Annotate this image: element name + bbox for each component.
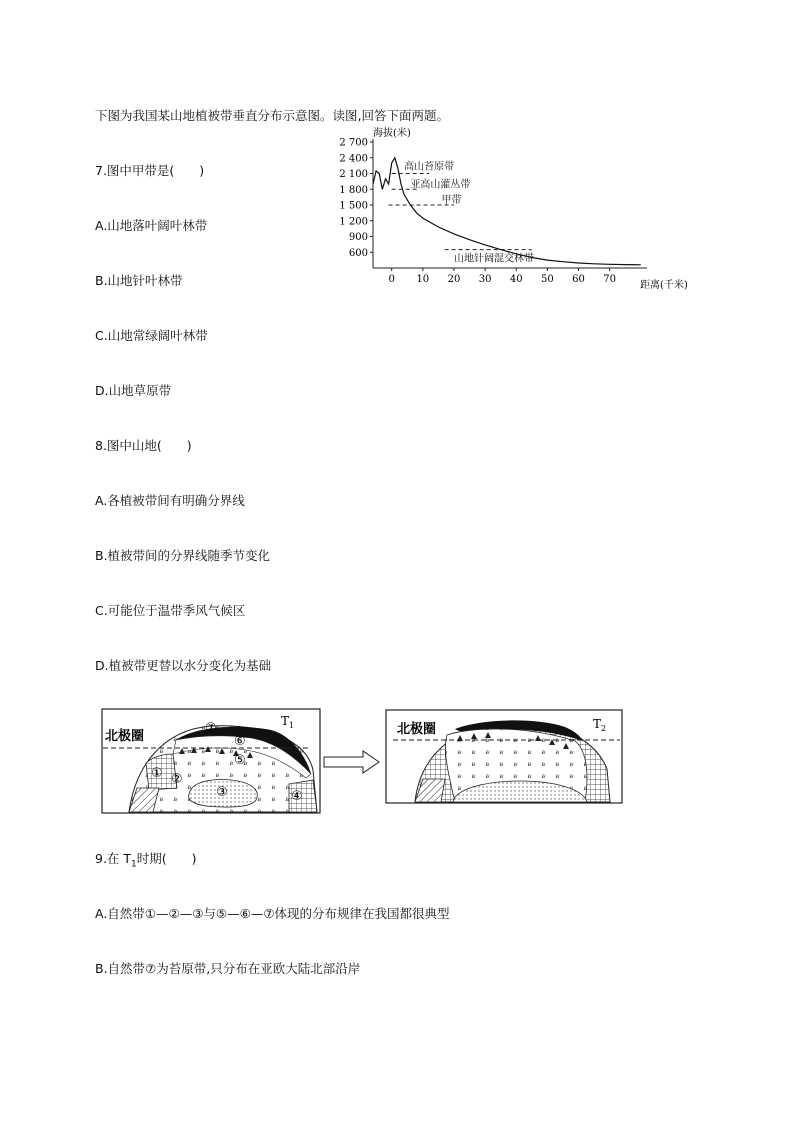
elevation-profile-chart xyxy=(335,122,707,294)
q9-stem-sub: 1 xyxy=(131,859,137,870)
zone-label-4: ④ xyxy=(291,789,303,804)
q8-option-b[interactable]: B.植被带间的分界线随季节变化 xyxy=(95,548,271,563)
zone-label-2: ② xyxy=(171,772,183,787)
x-axis-label: 距离(千米) xyxy=(640,280,688,291)
q7-option-d[interactable]: D.山地草原带 xyxy=(95,383,172,398)
q7-option-b[interactable]: B.山地针叶林带 xyxy=(95,273,183,288)
q9-option-a[interactable]: A.自然带①—②—③与⑤—⑥—⑦体现的分布规律在我国都很典型 xyxy=(95,906,450,921)
q8-option-c[interactable]: C.可能位于温带季风气候区 xyxy=(95,603,246,618)
zone-label-3: ③ xyxy=(216,785,228,800)
y-tick-label: 1 800 xyxy=(339,184,368,196)
y-tick-label: 900 xyxy=(348,232,368,243)
zone-label-7: ⑦ xyxy=(205,721,217,736)
x-tick-label: 0 xyxy=(388,274,395,285)
t2-zone-diagram xyxy=(385,709,625,805)
zone-label-5: ⑤ xyxy=(234,753,246,768)
y-tick-label: 2 400 xyxy=(339,153,368,165)
t2-arctic-circle-label: 北极圈 xyxy=(397,722,437,737)
x-tick-label: 70 xyxy=(603,274,617,285)
q9-stem-suffix: 时期( ) xyxy=(136,851,197,866)
x-tick-label: 60 xyxy=(572,274,585,285)
y-axis-label: 海拔(米) xyxy=(373,128,411,139)
x-tick-label: 30 xyxy=(478,274,492,285)
t1-label-main: T xyxy=(281,714,290,728)
band-label-group xyxy=(404,160,534,265)
band-label: 亚高山灌丛带 xyxy=(410,179,471,191)
x-tick-label: 10 xyxy=(416,274,430,285)
zone-label-6: ⑥ xyxy=(234,734,246,749)
band-label: 高山苔原带 xyxy=(404,161,455,173)
q8-option-d[interactable]: D.植被带更替以水分变化为基础 xyxy=(95,658,272,673)
t1-arctic-circle-label: 北极圈 xyxy=(105,729,145,744)
q7-option-a[interactable]: A.山地落叶阔叶林带 xyxy=(95,218,208,233)
band-label: 甲带 xyxy=(441,195,462,206)
t2-label-main: T xyxy=(593,717,602,731)
zone-label-1: ① xyxy=(151,766,163,781)
q8-stem: 8.图中山地( ) xyxy=(95,438,192,453)
t1-label-sub: 1 xyxy=(289,721,295,730)
q9-stem-prefix: 9.在 T xyxy=(95,851,132,866)
y-tick-label: 1 200 xyxy=(339,216,368,228)
q9-stem xyxy=(95,851,197,873)
y-tick-label: 2 700 xyxy=(339,137,368,149)
band-label: 山地针阔混交林带 xyxy=(453,253,534,265)
q7-stem: 7.图中甲带是( ) xyxy=(95,163,205,178)
x-tick-label: 20 xyxy=(447,274,461,285)
intro-text: 下图为我国某山地植被带垂直分布示意图。读图,回答下面两题。 xyxy=(95,108,449,123)
t2-label-sub: 2 xyxy=(601,724,607,733)
q9-option-b[interactable]: B.自然带⑦为苔原带,只分布在亚欧大陆北部沿岸 xyxy=(95,961,361,976)
q7-option-c[interactable]: C.山地常绿阔叶林带 xyxy=(95,328,208,343)
x-tick-label: 40 xyxy=(509,274,523,285)
y-tick-label: 2 100 xyxy=(339,169,368,180)
t1-zone-diagram xyxy=(101,708,321,816)
q8-option-a[interactable]: A.各植被带间有明确分界线 xyxy=(95,493,245,508)
y-tick-label: 1 500 xyxy=(339,200,368,212)
y-tick-group xyxy=(339,138,373,259)
transition-arrow-icon xyxy=(323,750,381,774)
y-tick-label: 600 xyxy=(348,247,368,259)
x-tick-label: 50 xyxy=(540,274,554,285)
x-tick-group xyxy=(388,268,616,285)
